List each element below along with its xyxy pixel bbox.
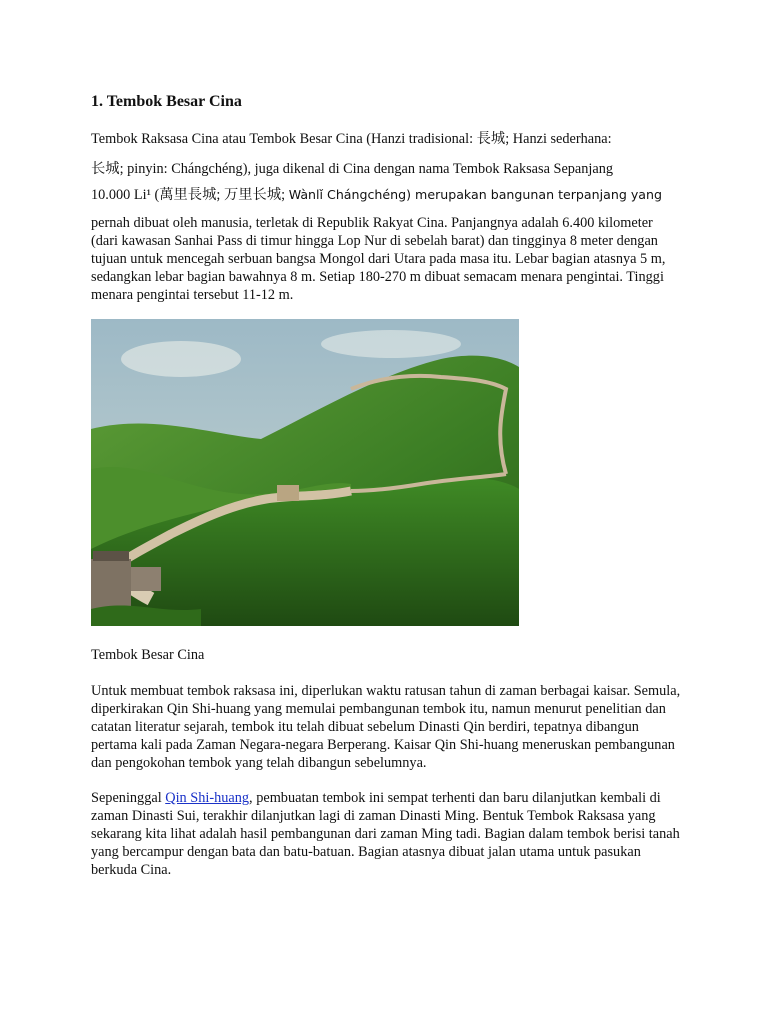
intro-line-2: 长城; pinyin: Chángchéng), juga dikenal di Cina dengan nama Tembok Raksasa Sepanjang <box>91 161 614 177</box>
section-heading: 1. Tembok Besar Cina <box>91 93 242 110</box>
intro-line-3-cjk: 10.000 Li¹ (萬里長城; 万里长城; <box>91 187 289 203</box>
intro-line-1: Tembok Raksasa Cina atau Tembok Besar Cina (Hanzi tradisional: 長城; Hanzi sederhana: <box>91 131 612 147</box>
great-wall-landscape-image <box>91 319 519 626</box>
paragraph-3-after: , pembuatan tembok ini sempat terhenti dan baru dilanjutkan kembali di zaman Dinasti Sui, terakhir dilanjutkan lagi di zaman Dinasti Ming. Bentuk Tembok Raksasa yang sekarang kita lihat adalah hasil pembangunan dari zaman Ming tadi. Bagian dalam tembok berisi tanah yang bercampur dengan bata dan batu-batuan. Bagian atasnya dibuat jalan utama untuk pasukan berkuda Cina. <box>91 790 680 878</box>
intro-paragraph-rest: pernah dibuat oleh manusia, terletak di Republik Rakyat Cina. Panjangnya adalah 6.400 kilometer (dari kawasan Sanhai Pass di timur hingga Lop Nur di sebelah barat) dan tingginya 8 meter dengan tujuan untuk mencegah serbuan bangsa Mongol dari Utara pada masa itu. Lebar bagian atasnya 5 m, sedangkan lebar bagian bawahnya 8 m. Setiap 180-270 m dibuat semacam menara pengintai. Tinggi menara pengintai tersebut 11-12 m. <box>91 215 666 303</box>
qin-shi-huang-link[interactable]: Qin Shi-huang <box>165 790 250 806</box>
intro-line-3-pinyin: Wànlǐ Chángchéng) merupakan bangunan terpanjang yang <box>288 187 662 202</box>
intro-line-3 <box>91 186 681 204</box>
paragraph-3 <box>91 789 685 879</box>
paragraph-2: Untuk membuat tembok raksasa ini, diperlukan waktu ratusan tahun di zaman berbagai kaisar. Semula, diperkirakan Qin Shi-huang yang memulai pembangunan tembok itu, namun menurut penelitian dan catatan literatur sejarah, tembok itu telah dibuat sebelum Dinasti Qin berdiri, tepatnya dibangun pertama kali pada Zaman Negara-negara Berperang. Kaisar Qin Shi-huang meneruskan pembangunan dan pengokohan tembok yang telah dibangun sebelumnya. <box>91 683 681 771</box>
photo-caption: Tembok Besar Cina <box>91 647 205 663</box>
paragraph-3-before: Sepeninggal <box>91 790 166 806</box>
great-wall-photo <box>91 319 519 626</box>
